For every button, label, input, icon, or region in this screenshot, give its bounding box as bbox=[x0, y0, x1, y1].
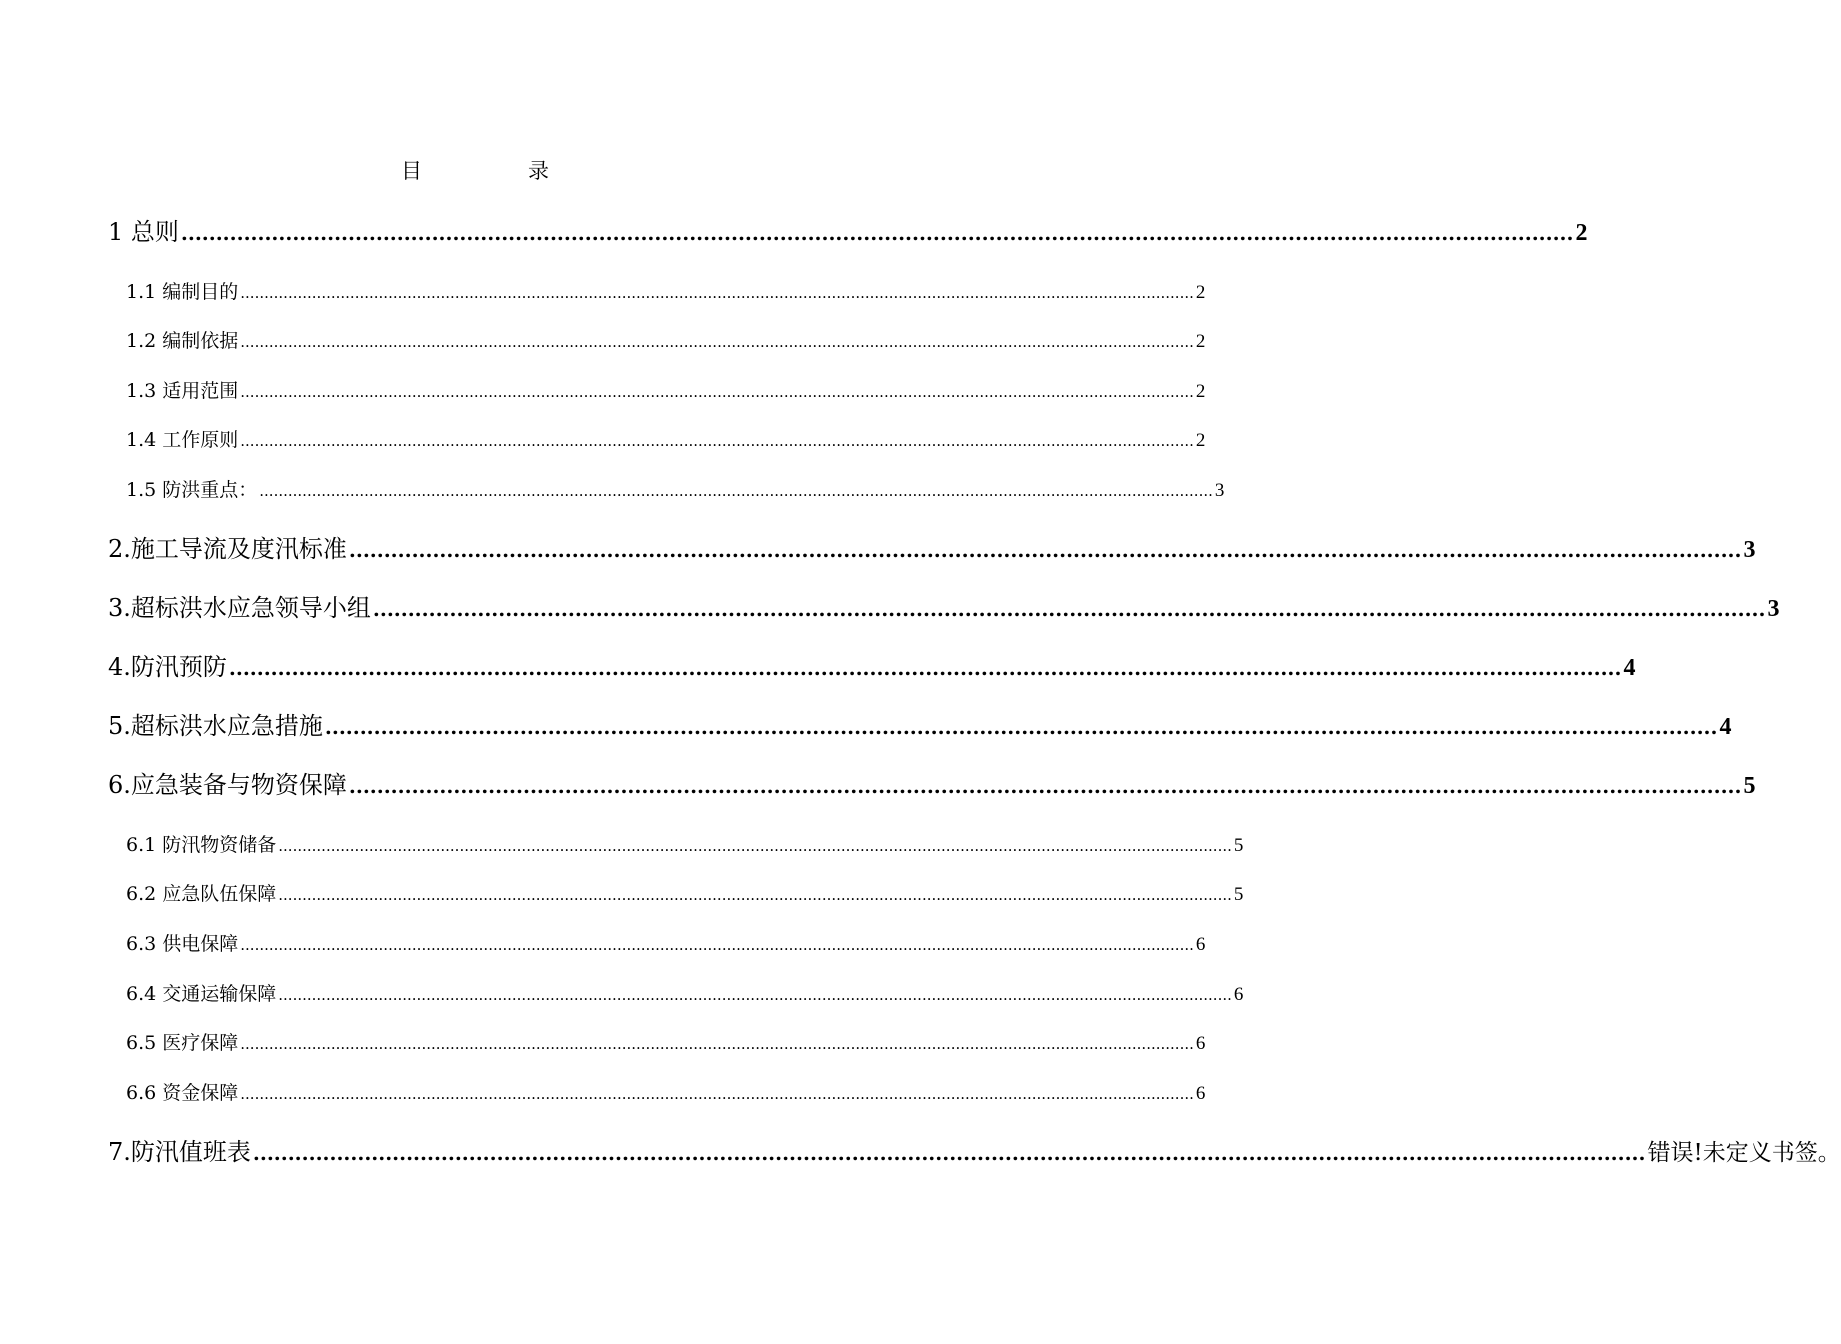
toc-entry-page: 6 bbox=[1233, 984, 1244, 1005]
toc-entry-page: 3 bbox=[1767, 596, 1780, 622]
toc-leader-dots: ........................................................................................................................................................................................................ bbox=[240, 432, 1194, 450]
toc-entry[interactable] bbox=[126, 1078, 1206, 1105]
toc-entry[interactable] bbox=[126, 326, 1206, 353]
toc-entry[interactable] bbox=[108, 647, 1636, 682]
toc-entry[interactable] bbox=[126, 1028, 1206, 1055]
toc-entry-page: 6 bbox=[1195, 1083, 1206, 1104]
toc-entry-page: 5 bbox=[1743, 773, 1756, 799]
toc-entry-label: 4.防汛预防 bbox=[108, 653, 227, 681]
toc-leader-dots: ........................................................................................................................................................................................................ bbox=[240, 1085, 1194, 1103]
toc-entry-label: 1.2 编制依据 bbox=[126, 330, 239, 352]
toc-entry[interactable] bbox=[108, 706, 1732, 741]
toc-entry-label: 6.4 交通运输保障 bbox=[126, 983, 277, 1005]
toc-leader-dots: ........................................................................................................................................................................................................ bbox=[348, 774, 1742, 798]
toc-entry-page: 4 bbox=[1623, 655, 1636, 681]
toc-leader-dots: ........................................................................................................................................................................................................ bbox=[240, 284, 1194, 302]
toc-title-left: 目 bbox=[401, 159, 422, 183]
toc-entry-label: 2.施工导流及度汛标准 bbox=[108, 535, 347, 563]
toc-entry-page: 5 bbox=[1233, 884, 1244, 905]
toc-leader-dots: ........................................................................................................................................................................................................ bbox=[240, 333, 1194, 351]
toc-entry-page: 2 bbox=[1575, 220, 1588, 246]
toc-leader-dots: ........................................................................................................................................................................................................ bbox=[278, 837, 1232, 855]
toc-entry-page: 3 bbox=[1743, 537, 1756, 563]
toc-title bbox=[0, 155, 950, 185]
toc-entry-error: 错误!未定义书签。 bbox=[1647, 1140, 1841, 1166]
toc-leader-dots: ........................................................................................................................................................................................................ bbox=[228, 656, 1622, 680]
toc-entry-page: 2 bbox=[1195, 282, 1206, 303]
toc-entry[interactable] bbox=[108, 1132, 1841, 1167]
toc-entry[interactable] bbox=[108, 529, 1756, 564]
toc-leader-dots: ........................................................................................................................................................................................................ bbox=[372, 597, 1766, 621]
toc-entry[interactable] bbox=[126, 376, 1206, 403]
toc-leader-dots: ........................................................................................................................................................................................................ bbox=[240, 1035, 1194, 1053]
toc-entry[interactable] bbox=[126, 830, 1244, 857]
toc-entry-page: 6 bbox=[1195, 1033, 1206, 1054]
toc-entry-page: 2 bbox=[1195, 331, 1206, 352]
toc-entry-label: 6.5 医疗保障 bbox=[126, 1032, 239, 1054]
toc-entry-page: 2 bbox=[1195, 381, 1206, 402]
toc-entry-label: 3.超标洪水应急领导小组 bbox=[108, 594, 371, 622]
toc-leader-dots: ........................................................................................................................................................................................................ bbox=[180, 221, 1574, 245]
toc-leader-dots: ........................................................................................................................................................................................................ bbox=[240, 383, 1194, 401]
toc-leader-dots: ........................................................................................................................................................................................................ bbox=[324, 715, 1718, 739]
toc-entry-label: 1.3 适用范围 bbox=[126, 380, 239, 402]
toc-entry[interactable] bbox=[126, 425, 1206, 452]
toc-title-right: 录 bbox=[528, 159, 549, 183]
toc-entry-label: 6.6 资金保障 bbox=[126, 1082, 239, 1104]
toc-entry-page: 2 bbox=[1195, 430, 1206, 451]
toc-entry-label: 1.5 防洪重点： bbox=[126, 479, 258, 501]
toc-entry-label: 1 总则 bbox=[108, 218, 179, 246]
toc-entry[interactable] bbox=[108, 212, 1588, 247]
toc-entry-page: 5 bbox=[1233, 835, 1244, 856]
toc-entry[interactable] bbox=[126, 879, 1244, 906]
toc-entry-page: 3 bbox=[1214, 480, 1225, 501]
toc-entry[interactable] bbox=[126, 979, 1244, 1006]
toc-entry-label: 6.3 供电保障 bbox=[126, 933, 239, 955]
toc-leader-dots: ........................................................................................................................................................................................................ bbox=[278, 886, 1232, 904]
toc-entry[interactable] bbox=[126, 277, 1206, 304]
toc-entry[interactable] bbox=[108, 765, 1756, 800]
toc-entry-label: 1.4 工作原则 bbox=[126, 429, 239, 451]
toc-entry-label: 6.应急装备与物资保障 bbox=[108, 771, 347, 799]
toc-leader-dots: ........................................................................................................................................................................................................ bbox=[240, 936, 1194, 954]
toc-entry-label: 6.2 应急队伍保障 bbox=[126, 883, 277, 905]
toc-entry[interactable] bbox=[126, 929, 1206, 956]
toc-entry-label: 1.1 编制目的 bbox=[126, 281, 239, 303]
toc-entry-label: 7.防汛值班表 bbox=[108, 1138, 251, 1166]
toc-entry-label: 6.1 防汛物资储备 bbox=[126, 834, 277, 856]
toc-leader-dots: ........................................................................................................................................................................................................ bbox=[278, 986, 1232, 1004]
toc-leader-dots: ........................................................................................................................................................................................................ bbox=[348, 538, 1742, 562]
toc-leader-dots: ........................................................................................................................................................................................................ bbox=[252, 1141, 1646, 1165]
toc-entry-page: 6 bbox=[1195, 934, 1206, 955]
toc-entry-page: 4 bbox=[1719, 714, 1732, 740]
toc-leader-dots: ........................................................................................................................................................................................................ bbox=[259, 482, 1213, 500]
toc-entry-label: 5.超标洪水应急措施 bbox=[108, 712, 323, 740]
toc-entry[interactable] bbox=[108, 588, 1780, 623]
toc-entry[interactable] bbox=[126, 475, 1225, 502]
